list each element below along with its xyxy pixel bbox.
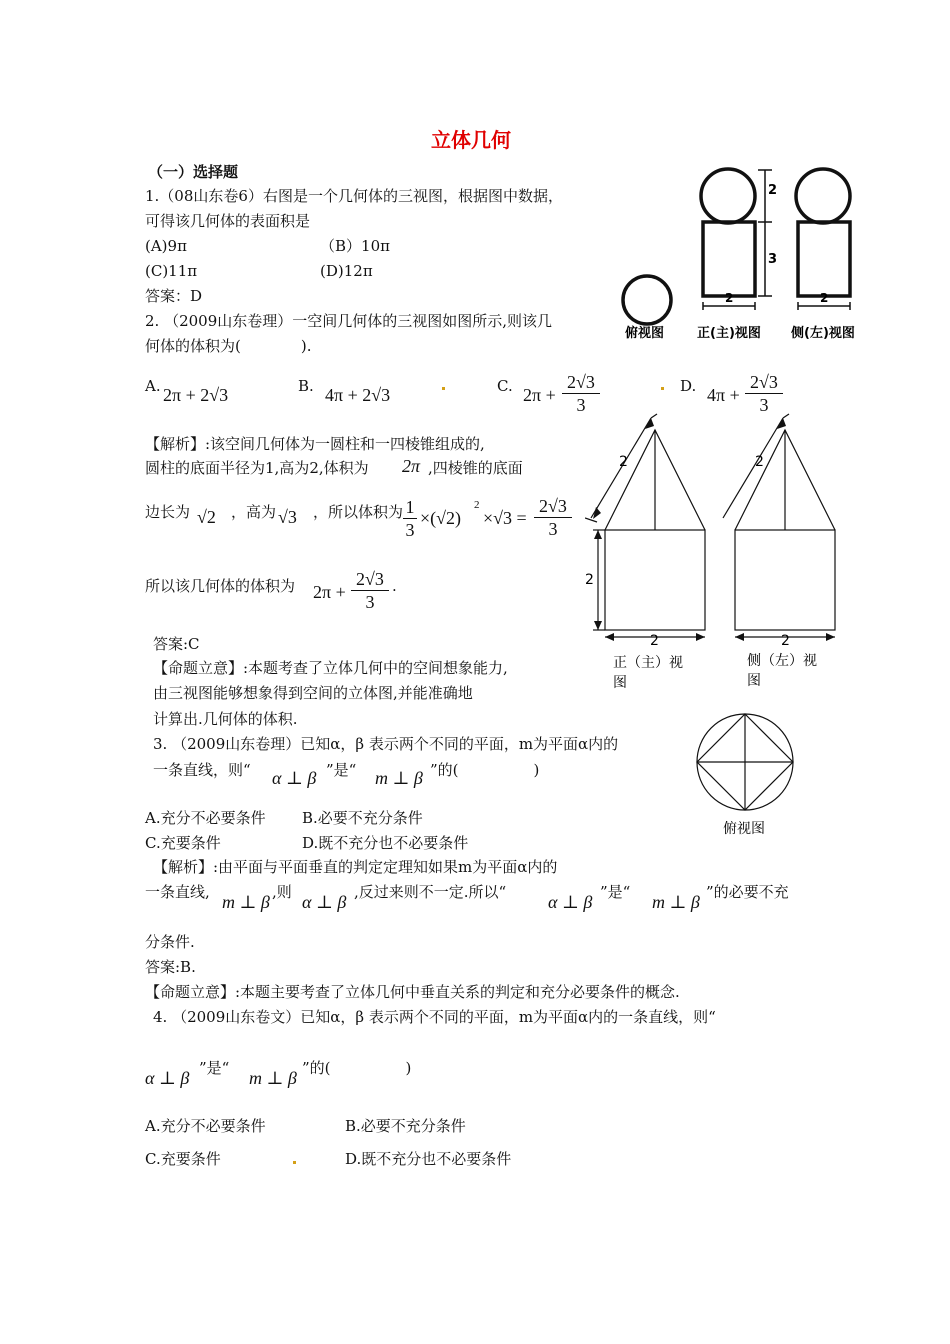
- q2-analysis-line4-prefix: 2π +: [313, 582, 346, 602]
- q4-option-a: A.充分不必要条件: [145, 1117, 266, 1135]
- q3-analysis-m-perp-beta: m ⊥ β: [222, 892, 270, 912]
- q1-option-d: (D)12π: [320, 262, 373, 280]
- q1-stem-line2: 可得该几何体的表面积是: [145, 212, 311, 230]
- q2-vol-one-third: [403, 497, 417, 540]
- q1-dim-mid: 3: [768, 252, 778, 267]
- q1-three-view-figure: [615, 160, 865, 350]
- q4-stem-alpha-perp-beta: α ⊥ β: [145, 1068, 190, 1088]
- q1-answer: 答案：D: [145, 287, 203, 305]
- q3-stem-line2a: 一条直线，则“: [153, 761, 251, 779]
- q2-label-front-2: 图: [613, 675, 627, 691]
- q1-front-rect: [703, 222, 755, 296]
- q2-front-rect: [605, 530, 705, 630]
- q3-analysis-line2b: ,则: [272, 883, 292, 901]
- page-title: 立体几何: [431, 128, 511, 152]
- q2-vol-square: 2: [474, 499, 480, 511]
- q2-option-c-fraction: [562, 372, 600, 415]
- q3-analysis-alpha-perp-beta-2: α ⊥ β: [548, 892, 593, 912]
- q1-dim-side: 2: [820, 291, 829, 305]
- q1-dim-top: 2: [768, 183, 778, 198]
- q1-top-circle: [623, 276, 671, 324]
- q4-option-c: C.充要条件: [145, 1150, 221, 1168]
- q1-label-front: 正(主)视图: [697, 326, 761, 341]
- q2-analysis-line4a: 所以该几何体的体积为: [145, 577, 296, 595]
- q2-dim-slant-front: 2: [619, 454, 628, 470]
- q2-option-c-denominator: 3: [576, 395, 586, 415]
- q3-intent: 【命题立意】:本题主要考查了立体几何中垂直关系的判定和充分必要条件的概念.: [145, 983, 680, 1001]
- q3-option-c: C.充要条件: [145, 834, 221, 852]
- q2-intent-line1: 【命题立意】:本题考查了立体几何中的空间想象能力,: [153, 659, 508, 677]
- q3-analysis-line3: 分条件.: [145, 933, 195, 951]
- q2-stem-line2: 何体的体积为( ).: [145, 337, 312, 355]
- q2-label-top: 俯视图: [723, 821, 765, 837]
- q2-label-front-1: 正（主）视: [613, 655, 683, 671]
- q2-vol-end: ×√3 =: [483, 508, 527, 528]
- q2-analysis-line2b: ,四棱锥的底面: [428, 459, 523, 477]
- q3-option-b: B.必要不充分条件: [302, 809, 423, 827]
- q3-analysis-alpha-perp-beta: α ⊥ β: [302, 892, 347, 912]
- q3-option-a: A.充分不必要条件: [145, 809, 266, 827]
- q3-stem-line2c: ”的( ): [430, 761, 540, 779]
- q2-intent-line3: 计算出.几何体的体积.: [153, 710, 298, 728]
- q2-analysis-line4-denominator: 3: [365, 592, 375, 612]
- q2-option-d-numerator: 2√3: [750, 372, 778, 392]
- q3-stem-alpha-perp-beta: α ⊥ β: [272, 768, 317, 788]
- q4-option-b: B.必要不充分条件: [345, 1117, 466, 1135]
- q3-option-d: D.既不充分也不必要条件: [302, 834, 469, 852]
- q2-option-c-label: C.: [497, 377, 513, 395]
- stray-dot: [442, 387, 445, 390]
- stray-dot: [293, 1161, 296, 1164]
- q2-option-b-label: B.: [298, 377, 314, 395]
- q1-side-circle: [796, 169, 850, 223]
- q3-analysis-line2a: 一条直线,: [145, 883, 210, 901]
- q2-analysis-line2a: 圆柱的底面半径为1,高为2,体积为: [145, 459, 369, 477]
- q3-analysis-line1: 【解析】:由平面与平面垂直的判定定理知如果m为平面α内的: [153, 858, 558, 876]
- q3-analysis-line2d: ”是“: [600, 883, 631, 901]
- q2-analysis-2pi: 2π: [402, 456, 421, 476]
- q4-stem-line2c: ”的( ): [302, 1059, 412, 1077]
- q2-analysis-line1: 【解析】:该空间几何体为一圆柱和一四棱锥组成的,: [145, 435, 485, 453]
- q1-option-c: (C)11π: [145, 262, 198, 280]
- q2-answer: 答案:C: [153, 635, 200, 653]
- q2-option-a: 2π + 2√3: [163, 385, 229, 405]
- q2-vol-denominator: 3: [548, 519, 558, 539]
- q2-analysis-line4-end: .: [392, 577, 397, 595]
- section-heading: （一）选择题: [148, 163, 239, 181]
- q4-stem-line2b: ”是“: [199, 1059, 230, 1077]
- q3-stem-m-perp-beta: m ⊥ β: [375, 768, 423, 788]
- q2-three-view-figure: [585, 412, 845, 842]
- q1-option-b: （B）10π: [320, 237, 390, 255]
- q2-intent-line2: 由三视图能够想象得到空间的立体图,并能准确地: [153, 684, 473, 702]
- q2-option-d-prefix: 4π +: [707, 385, 740, 405]
- q2-vol-middle: ×(√2): [420, 508, 462, 528]
- q2-dim-height: 2: [585, 572, 594, 588]
- q2-option-d-fraction: [745, 372, 783, 415]
- q2-analysis-line4-numerator: 2√3: [356, 569, 384, 589]
- q3-analysis-line2c: ,反过来则不一定.所以“: [354, 883, 507, 901]
- q2-analysis-sqrt3: √3: [278, 507, 297, 527]
- q4-stem-m-perp-beta: m ⊥ β: [249, 1068, 297, 1088]
- q2-dim-base-side: 2: [781, 633, 790, 649]
- q4-option-d: D.既不充分也不必要条件: [345, 1150, 512, 1168]
- q2-analysis-line3b: ，高为: [231, 503, 277, 521]
- q2-label-side-1: 侧（左）视: [747, 653, 817, 669]
- q2-vol-numerator: 2√3: [539, 496, 567, 516]
- q2-side-rect: [735, 530, 835, 630]
- q3-stem-line2b: ”是“: [326, 761, 357, 779]
- q3-stem-line1: 3. （2009山东卷理）已知α，β 表示两个不同的平面，m为平面α内的: [153, 735, 619, 753]
- q2-analysis-sqrt2: √2: [197, 507, 216, 527]
- q1-label-top: 俯视图: [625, 326, 665, 341]
- q2-dim-base-front: 2: [650, 633, 659, 649]
- q2-option-b: 4π + 2√3: [325, 385, 391, 405]
- q2-vol-one: 1: [405, 497, 415, 517]
- q1-front-circle: [701, 169, 755, 223]
- q3-analysis-m-perp-beta-2: m ⊥ β: [652, 892, 700, 912]
- q2-analysis-line3a: 边长为: [145, 503, 191, 521]
- stray-dot: [661, 387, 664, 390]
- q1-side-rect: [798, 222, 850, 296]
- q3-answer: 答案:B.: [145, 958, 196, 976]
- q2-option-c-numerator: 2√3: [567, 372, 595, 392]
- q2-option-d-denominator: 3: [759, 395, 769, 415]
- q2-stem-line1: 2. （2009山东卷理）一空间几何体的三视图如图所示,则该几: [145, 312, 553, 330]
- q2-option-d-label: D.: [680, 377, 697, 395]
- q2-analysis-line4-fraction: [351, 569, 389, 612]
- q3-analysis-line2e: ”的必要不充: [706, 883, 789, 901]
- q2-option-c-prefix: 2π +: [523, 385, 556, 405]
- q4-stem-line1: 4. （2009山东卷文）已知α，β 表示两个不同的平面，m为平面α内的一条直线，则“: [153, 1008, 716, 1026]
- q2-analysis-line3c: ，所以体积为: [313, 503, 404, 521]
- q2-vol-result: [534, 496, 572, 539]
- q1-dim-front: 2: [725, 291, 734, 305]
- q1-stem-line1: 1.（08山东卷6）右图是一个几何体的三视图，根据图中数据，: [145, 187, 563, 205]
- q2-option-a-label: A.: [145, 377, 161, 395]
- q1-label-side: 侧(左)视图: [791, 326, 855, 341]
- q1-option-a: (A)9π: [145, 237, 187, 255]
- q2-label-side-2: 图: [747, 673, 761, 689]
- q2-vol-three: 3: [405, 520, 415, 540]
- q2-dim-slant-side: 2: [755, 454, 764, 470]
